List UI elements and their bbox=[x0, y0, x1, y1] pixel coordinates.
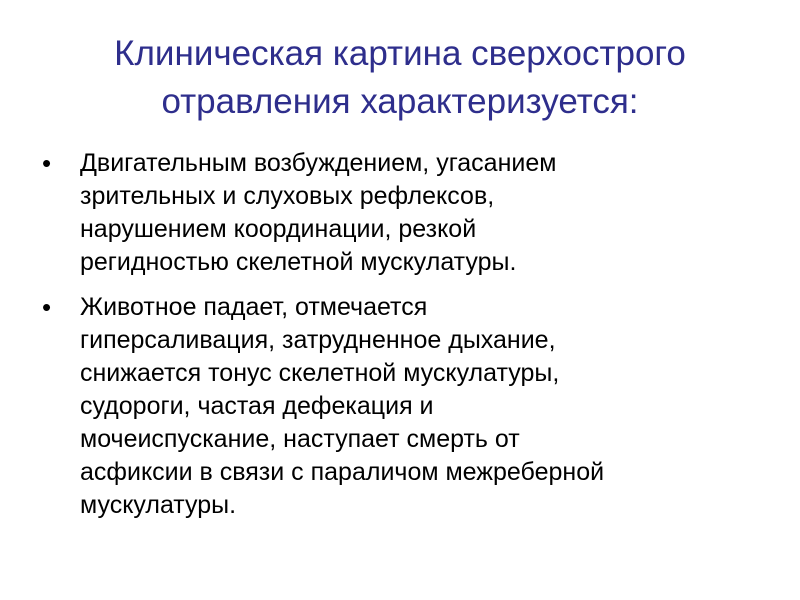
bullet-marker: • bbox=[42, 148, 52, 178]
bullet-list bbox=[0, 147, 800, 534]
bullet-text: Двигательным возбуждением, угасанием зрительных и слуховых рефлексов, нарушением координации, резкой регидностью скелетной мускулатуры. bbox=[80, 149, 557, 276]
slide-title: Клиническая картина сверхострого отравления характеризуется: bbox=[114, 34, 686, 121]
bullet-text: Животное падает, отмечается гиперсаливация, затрудненное дыхание, снижается тонус скелетной мускулатуры, судороги, частая дефекация и мочеиспускание, наступает смерть от асфиксии в связи с параличом межреберной мускулатуры. bbox=[80, 293, 605, 519]
bullet-marker: • bbox=[42, 292, 52, 322]
bullet-item bbox=[0, 291, 800, 522]
bullet-item bbox=[0, 147, 800, 279]
